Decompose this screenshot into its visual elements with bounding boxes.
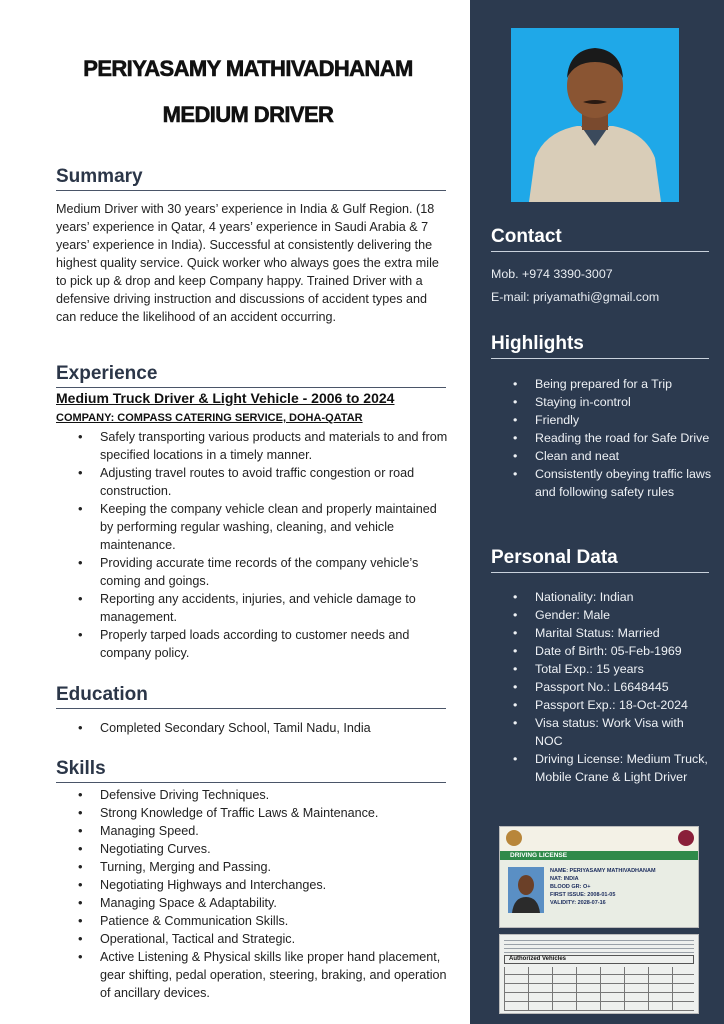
list-item: • Friendly — [491, 411, 713, 429]
list-item: • Turning, Merging and Passing. — [56, 858, 448, 876]
highlights-heading: Highlights — [491, 333, 709, 359]
list-item: • Consistently obeying traffic laws and following safety rules — [491, 465, 713, 501]
list-item: • Passport Exp.: 18-Oct-2024 — [491, 696, 713, 714]
license-validity: VALIDITY: 2028-07-16 — [550, 900, 606, 906]
list-item: • Keeping the company vehicle clean and properly maintained by performing regular washing, cleaning, and vehicle maintenance. — [56, 500, 448, 554]
personal-list — [491, 588, 713, 786]
list-item: • Managing Speed. — [56, 822, 448, 840]
header — [56, 56, 440, 128]
sidebar — [470, 0, 724, 1024]
contact-email: E-mail: priyamathi@gmail.com — [491, 290, 660, 304]
license-photo — [508, 867, 544, 913]
list-item: • Properly tarped loads according to customer needs and company policy. — [56, 626, 448, 662]
list-item: • Driving License: Medium Truck, Mobile Crane & Light Driver — [491, 750, 713, 786]
list-item: • Staying in-control — [491, 393, 713, 411]
license-nat: NAT: INDIA — [550, 876, 579, 882]
list-item: • Defensive Driving Techniques. — [56, 786, 448, 804]
candidate-role: MEDIUM DRIVER — [162, 102, 334, 127]
license-fields — [550, 867, 656, 907]
license-first-issue: FIRST ISSUE: 2008-01-05 — [550, 892, 616, 898]
list-item: • Negotiating Highways and Interchanges. — [56, 876, 448, 894]
list-item: • Strong Knowledge of Traffic Laws & Maintenance. — [56, 804, 448, 822]
list-item: • Gender: Male — [491, 606, 713, 624]
license-card-back — [499, 934, 699, 1014]
list-item: • Visa status: Work Visa with NOC — [491, 714, 713, 750]
summary-heading: Summary — [56, 166, 446, 191]
contact-heading: Contact — [491, 226, 709, 252]
highlights-list — [491, 375, 713, 501]
list-item: • Safely transporting various products and materials to and from specified locations in a timely manner. — [56, 428, 448, 464]
personal-heading: Personal Data — [491, 547, 709, 573]
education-list — [56, 719, 448, 737]
job-title: Medium Truck Driver & Light Vehicle - 2006 to 2024 — [56, 390, 395, 406]
list-item: • Adjusting travel routes to avoid traffic congestion or road construction. — [56, 464, 448, 500]
summary-text: Medium Driver with 30 years’ experience in India & Gulf Region. (18 years’ experience in Qatar, 4 years’ experience in Saudi Arabia & 7 years’ experience in India). Successful at consistently delivering the highest quality service. Quick worker who always goes the extra mile to pick up & drop and keep Company happy. Trained Driver with a defensive driving instruction and discussions of accident types and can reduce the likelihood of an accident occurring. — [56, 202, 439, 324]
license-card-front — [499, 826, 699, 928]
person-portrait-icon — [511, 28, 679, 202]
list-item: • Nationality: Indian — [491, 588, 713, 606]
list-item: • Being prepared for a Trip — [491, 375, 713, 393]
list-item: • Managing Space & Adaptability. — [56, 894, 448, 912]
list-item: • Date of Birth: 05-Feb-1969 — [491, 642, 713, 660]
candidate-name: PERIYASAMY MATHIVADHANAM — [83, 56, 413, 81]
skills-heading: Skills — [56, 758, 446, 783]
license-vehicles-banner: Authorized Vehicles — [504, 955, 694, 964]
experience-heading: Experience — [56, 363, 446, 388]
license-blood: BLOOD GR: O+ — [550, 884, 591, 890]
emblem-icon — [506, 830, 522, 846]
experience-list — [56, 428, 448, 662]
education-heading: Education — [56, 684, 446, 709]
list-item: • Completed Secondary School, Tamil Nadu, India — [56, 719, 448, 737]
emblem-icon — [678, 830, 694, 846]
list-item: • Reporting any accidents, injuries, and vehicle damage to management. — [56, 590, 448, 626]
list-item: • Patience & Communication Skills. — [56, 912, 448, 930]
license-banner: DRIVING LICENSE — [500, 851, 699, 860]
license-vehicles-table — [504, 967, 694, 1011]
list-item: • Reading the road for Safe Drive — [491, 429, 713, 447]
company-name: COMPANY: COMPASS CATERING SERVICE, DOHA-QATAR — [56, 412, 363, 424]
list-item: • Clean and neat — [491, 447, 713, 465]
list-item: • Providing accurate time records of the company vehicle’s coming and goings. — [56, 554, 448, 590]
list-item: • Total Exp.: 15 years — [491, 660, 713, 678]
contact-mobile: Mob. +974 3390-3007 — [491, 267, 613, 281]
list-item: • Negotiating Curves. — [56, 840, 448, 858]
license-header — [500, 827, 699, 851]
license-name: NAME: PERIYASAMY MATHIVADHANAM — [550, 868, 656, 874]
list-item: • Active Listening & Physical skills like proper hand placement, gear shifting, pedal operation, steering, braking, and operation of ancillary devices. — [56, 948, 448, 1002]
license-fine-print — [504, 939, 694, 953]
list-item: • Passport No.: L6648445 — [491, 678, 713, 696]
list-item: • Marital Status: Married — [491, 624, 713, 642]
profile-photo — [511, 28, 679, 202]
list-item: • Operational, Tactical and Strategic. — [56, 930, 448, 948]
person-portrait-icon — [508, 867, 544, 913]
skills-list — [56, 786, 448, 1002]
